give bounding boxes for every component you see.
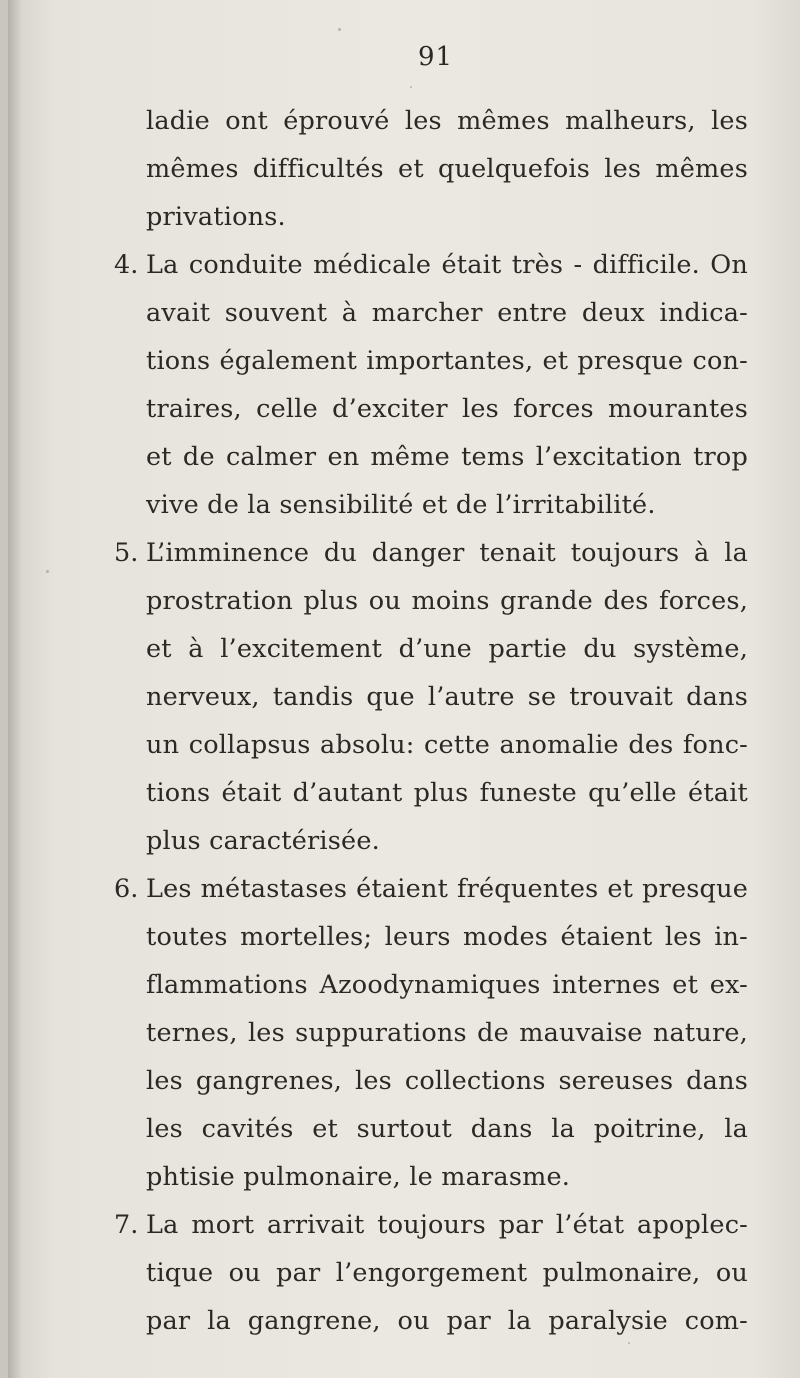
page-number: 91 (418, 42, 454, 72)
page-gutter-shadow (8, 0, 22, 1378)
item-number: 4. (114, 250, 139, 280)
text-line: Les métastases étaient fréquentes et presque (146, 874, 748, 904)
text-line: ladie ont éprouvé les mêmes malheurs, les (146, 106, 748, 136)
text-line: par la gangrene, ou par la paralysie com- (146, 1306, 748, 1336)
text-line: tions également importantes, et presque con- (146, 346, 748, 376)
paper-speck (338, 28, 341, 31)
text-line: les gangrenes, les collections sereuses dans (146, 1066, 748, 1096)
text-line: La mort arrivait toujours par l’état apoplec- (146, 1210, 748, 1240)
text-line: traires, celle d’exciter les forces mourantes (146, 394, 748, 424)
text-line: les cavités et surtout dans la poitrine, la (146, 1114, 748, 1144)
text-line: L’imminence du danger tenait toujours à la (146, 538, 748, 568)
item-number: 5. (114, 538, 139, 568)
paper-speck (628, 1342, 630, 1344)
text-line: flammations Azoodynamiques internes et ex- (146, 970, 748, 1000)
text-line: toutes mortelles; leurs modes étaient les in- (146, 922, 748, 952)
text-line: ternes, les suppurations de mauvaise nature, (146, 1018, 748, 1048)
book-page (8, 0, 800, 1378)
text-line: tions était d’autant plus funeste qu’elle était (146, 778, 748, 808)
text-line: nerveux, tandis que l’autre se trouvait dans (146, 682, 748, 712)
text-line: privations. (146, 202, 286, 232)
text-line: avait souvent à marcher entre deux indica- (146, 298, 748, 328)
paper-speck (410, 86, 412, 88)
text-line: plus caractérisée. (146, 826, 380, 856)
item-number: 6. (114, 874, 139, 904)
text-line: La conduite médicale était très - difficile. On (146, 250, 748, 280)
item-number: 7. (114, 1210, 139, 1240)
text-line: un collapsus absolu: cette anomalie des fonc- (146, 730, 748, 760)
text-line: et de calmer en même tems l’excitation trop (146, 442, 748, 472)
paper-speck (46, 570, 49, 573)
text-line: et à l’excitement d’une partie du système, (146, 634, 748, 664)
text-line: mêmes difficultés et quelquefois les mêmes (146, 154, 748, 184)
text-line: tique ou par l’engorgement pulmonaire, ou (146, 1258, 748, 1288)
text-line: prostration plus ou moins grande des forces, (146, 586, 748, 616)
text-line: vive de la sensibilité et de l’irritabilité. (146, 490, 656, 520)
text-line: phtisie pulmonaire, le marasme. (146, 1162, 571, 1192)
